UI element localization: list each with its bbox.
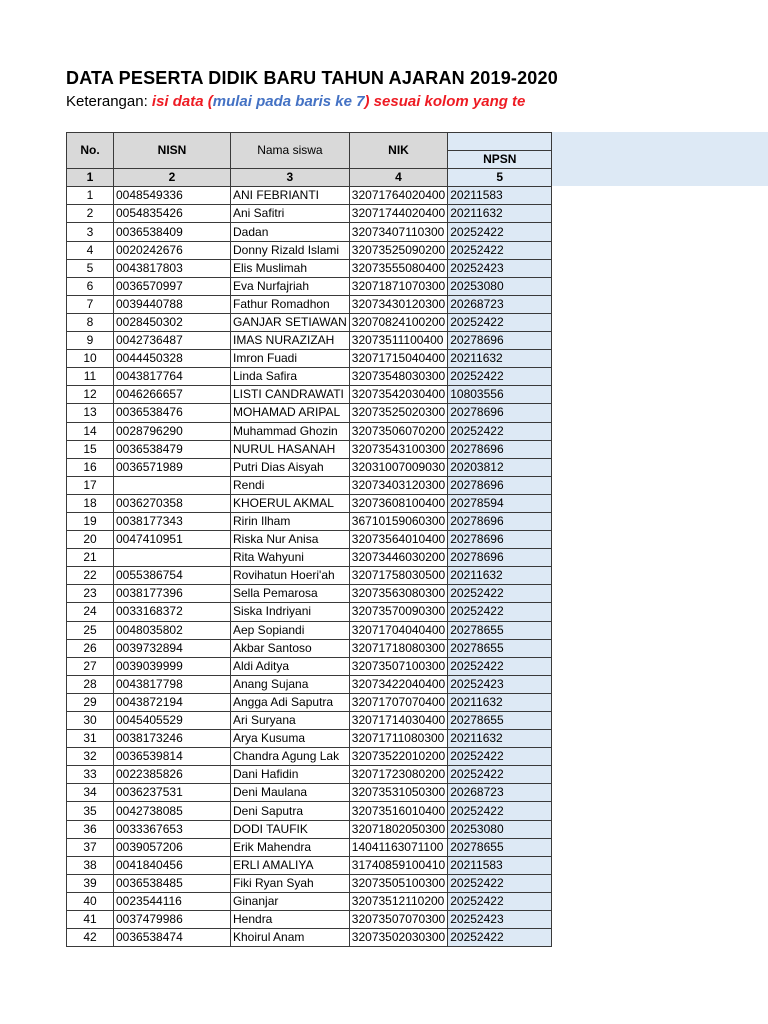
cell-nama[interactable]: Aep Sopiandi xyxy=(231,621,350,639)
column-number-5: 5 xyxy=(448,169,552,187)
table-row xyxy=(67,693,552,711)
cell-nisn[interactable]: 0020242676 xyxy=(114,241,231,259)
cell-nisn[interactable]: 0033168372 xyxy=(114,603,231,621)
cell-no[interactable]: 17 xyxy=(67,476,114,494)
cell-nik[interactable]: 32073512110200 xyxy=(349,892,447,910)
note-part-1: isi data ( xyxy=(151,93,213,110)
cell-no[interactable]: 31 xyxy=(67,730,114,748)
cell-npsn[interactable]: 20211632 xyxy=(448,730,552,748)
cell-nama[interactable]: Aldi Aditya xyxy=(231,657,350,675)
cell-nisn[interactable]: 0036539814 xyxy=(114,748,231,766)
table-row xyxy=(67,603,552,621)
cell-nisn[interactable]: 0036237531 xyxy=(114,784,231,802)
cell-nama[interactable]: Anang Sujana xyxy=(231,675,350,693)
cell-nama[interactable]: Fiki Ryan Syah xyxy=(231,874,350,892)
cell-no[interactable]: 6 xyxy=(67,277,114,295)
cell-nik[interactable]: 32073563080300 xyxy=(349,585,447,603)
cell-nama[interactable]: Angga Adi Saputra xyxy=(231,693,350,711)
table-row xyxy=(67,874,552,892)
cell-npsn[interactable]: 20278655 xyxy=(448,838,552,856)
cell-npsn[interactable]: 20252422 xyxy=(448,657,552,675)
cell-npsn[interactable]: 20252422 xyxy=(448,802,552,820)
cell-npsn[interactable]: 20252422 xyxy=(448,368,552,386)
cell-nik[interactable]: 32071707070400 xyxy=(349,693,447,711)
cell-nama[interactable]: ANI FEBRIANTI xyxy=(231,187,350,205)
cell-nisn[interactable]: 0037479986 xyxy=(114,911,231,929)
cell-no[interactable]: 7 xyxy=(67,295,114,313)
column-number-1: 1 xyxy=(67,169,114,187)
cell-nisn[interactable]: 0046266657 xyxy=(114,386,231,404)
cell-no[interactable]: 11 xyxy=(67,368,114,386)
cell-nik[interactable]: 32073525090200 xyxy=(349,241,447,259)
cell-npsn[interactable]: 20252422 xyxy=(448,422,552,440)
cell-nama[interactable]: Linda Safira xyxy=(231,368,350,386)
column-number-4: 4 xyxy=(349,169,447,187)
column-number-2: 2 xyxy=(114,169,231,187)
cell-nama[interactable]: Muhammad Ghozin xyxy=(231,422,350,440)
cell-nama[interactable]: Rovihatun Hoeri'ah xyxy=(231,567,350,585)
cell-nik[interactable]: 14041163071100 xyxy=(349,838,447,856)
header-npsn-top[interactable] xyxy=(448,133,552,151)
cell-npsn[interactable]: 20252422 xyxy=(448,766,552,784)
cell-no[interactable]: 19 xyxy=(67,512,114,530)
cell-nama[interactable]: Ani Safitri xyxy=(231,205,350,223)
table-row xyxy=(67,657,552,675)
cell-no[interactable]: 42 xyxy=(67,929,114,947)
cell-nama[interactable]: GANJAR SETIAWAN xyxy=(231,313,350,331)
cell-nik[interactable]: 32073507070300 xyxy=(349,911,447,929)
cell-no[interactable]: 27 xyxy=(67,657,114,675)
cell-no[interactable]: 28 xyxy=(67,675,114,693)
cell-nisn[interactable]: 0039732894 xyxy=(114,639,231,657)
cell-no[interactable]: 26 xyxy=(67,639,114,657)
cell-nik[interactable]: 32071758030500 xyxy=(349,567,447,585)
cell-no[interactable]: 21 xyxy=(67,549,114,567)
cell-npsn[interactable]: 20211583 xyxy=(448,187,552,205)
cell-nik[interactable]: 32073446030200 xyxy=(349,549,447,567)
cell-nama[interactable]: Dadan xyxy=(231,223,350,241)
cell-nik[interactable]: 32073407110300 xyxy=(349,223,447,241)
cell-npsn[interactable]: 20268723 xyxy=(448,784,552,802)
header-nama[interactable]: Nama siswa xyxy=(231,133,350,169)
cell-no[interactable]: 5 xyxy=(67,259,114,277)
cell-no[interactable]: 3 xyxy=(67,223,114,241)
cell-npsn[interactable]: 20252422 xyxy=(448,313,552,331)
cell-nisn[interactable]: 0054835426 xyxy=(114,205,231,223)
table-row xyxy=(67,241,552,259)
cell-no[interactable]: 36 xyxy=(67,820,114,838)
table-row xyxy=(67,259,552,277)
cell-nisn[interactable]: 0022385826 xyxy=(114,766,231,784)
cell-nisn[interactable]: 0023544116 xyxy=(114,892,231,910)
cell-nik[interactable]: 32073555080400 xyxy=(349,259,447,277)
cell-nik[interactable]: 32070824100200 xyxy=(349,313,447,331)
cell-nama[interactable]: Deni Maulana xyxy=(231,784,350,802)
cell-nik[interactable]: 31740859100410 xyxy=(349,856,447,874)
cell-no[interactable]: 37 xyxy=(67,838,114,856)
cell-no[interactable]: 16 xyxy=(67,458,114,476)
cell-nama[interactable]: DODI TAUFIK xyxy=(231,820,350,838)
cell-npsn[interactable]: 20203812 xyxy=(448,458,552,476)
cell-nama[interactable]: NURUL HASANAH xyxy=(231,440,350,458)
column-number-3: 3 xyxy=(231,169,350,187)
cell-nisn[interactable] xyxy=(114,476,231,494)
cell-nama[interactable]: Deni Saputra xyxy=(231,802,350,820)
cell-npsn[interactable]: 20211632 xyxy=(448,567,552,585)
cell-nik[interactable]: 32071711080300 xyxy=(349,730,447,748)
cell-nisn[interactable]: 0036538479 xyxy=(114,440,231,458)
cell-nama[interactable]: Siska Indriyani xyxy=(231,603,350,621)
cell-nisn[interactable]: 0038177396 xyxy=(114,585,231,603)
table-row xyxy=(67,838,552,856)
cell-npsn[interactable]: 20252422 xyxy=(448,585,552,603)
cell-nama[interactable]: MOHAMAD ARIPAL xyxy=(231,404,350,422)
cell-nik[interactable]: 32073608100400 xyxy=(349,494,447,512)
header-nik[interactable]: NIK xyxy=(349,133,447,169)
cell-nik[interactable]: 32073564010400 xyxy=(349,531,447,549)
cell-nisn[interactable]: 0036538485 xyxy=(114,874,231,892)
cell-no[interactable]: 22 xyxy=(67,567,114,585)
cell-npsn[interactable]: 20252422 xyxy=(448,748,552,766)
cell-npsn[interactable]: 20252423 xyxy=(448,911,552,929)
cell-nama[interactable]: Akbar Santoso xyxy=(231,639,350,657)
cell-nama[interactable]: Ririn Ilham xyxy=(231,512,350,530)
table-row xyxy=(67,567,552,585)
cell-nama[interactable]: Eva Nurfajriah xyxy=(231,277,350,295)
cell-nik[interactable]: 32071764020400 xyxy=(349,187,447,205)
table-row xyxy=(67,639,552,657)
cell-no[interactable]: 38 xyxy=(67,856,114,874)
table-row xyxy=(67,675,552,693)
table-row xyxy=(67,368,552,386)
cell-nik[interactable]: 32071723080200 xyxy=(349,766,447,784)
cell-nik[interactable]: 32073570090300 xyxy=(349,603,447,621)
cell-nik[interactable]: 32073543100300 xyxy=(349,440,447,458)
cell-nik[interactable]: 32073502030300 xyxy=(349,929,447,947)
table-row xyxy=(67,223,552,241)
cell-nik[interactable]: 32073506070200 xyxy=(349,422,447,440)
table-row xyxy=(67,512,552,530)
note-line xyxy=(66,93,548,110)
cell-npsn[interactable]: 20278696 xyxy=(448,476,552,494)
cell-npsn[interactable]: 20278594 xyxy=(448,494,552,512)
cell-nik[interactable]: 32073422040400 xyxy=(349,675,447,693)
cell-nik[interactable]: 32071744020400 xyxy=(349,205,447,223)
cell-npsn[interactable]: 20211632 xyxy=(448,693,552,711)
cell-no[interactable]: 33 xyxy=(67,766,114,784)
cell-nik[interactable]: 32071871070300 xyxy=(349,277,447,295)
cell-nik[interactable]: 32073531050300 xyxy=(349,784,447,802)
cell-npsn[interactable]: 20211632 xyxy=(448,350,552,368)
cell-nisn[interactable]: 0036538474 xyxy=(114,929,231,947)
table-row xyxy=(67,205,552,223)
cell-no[interactable]: 24 xyxy=(67,603,114,621)
table-row xyxy=(67,802,552,820)
cell-nik[interactable]: 32073505100300 xyxy=(349,874,447,892)
cell-npsn[interactable]: 20278696 xyxy=(448,531,552,549)
cell-nisn[interactable]: 0039057206 xyxy=(114,838,231,856)
cell-no[interactable]: 20 xyxy=(67,531,114,549)
cell-no[interactable]: 2 xyxy=(67,205,114,223)
cell-nama[interactable]: IMAS NURAZIZAH xyxy=(231,332,350,350)
student-table xyxy=(66,132,552,947)
cell-nisn[interactable]: 0043817798 xyxy=(114,675,231,693)
cell-npsn[interactable]: 20278696 xyxy=(448,440,552,458)
cell-nik[interactable]: 32073430120300 xyxy=(349,295,447,313)
cell-npsn[interactable]: 20278696 xyxy=(448,332,552,350)
table-row xyxy=(67,784,552,802)
cell-nisn[interactable]: 0036571989 xyxy=(114,458,231,476)
cell-nik[interactable]: 32073525020300 xyxy=(349,404,447,422)
cell-nisn[interactable]: 0048035802 xyxy=(114,621,231,639)
cell-npsn[interactable]: 20252422 xyxy=(448,929,552,947)
cell-nik[interactable]: 32071714030400 xyxy=(349,712,447,730)
cell-nama[interactable]: Hendra xyxy=(231,911,350,929)
table-row xyxy=(67,820,552,838)
header-no[interactable]: No. xyxy=(67,133,114,169)
table-row xyxy=(67,929,552,947)
cell-no[interactable]: 12 xyxy=(67,386,114,404)
table-row xyxy=(67,730,552,748)
cell-nama[interactable]: Erik Mahendra xyxy=(231,838,350,856)
cell-nik[interactable]: 32073403120300 xyxy=(349,476,447,494)
cell-no[interactable]: 1 xyxy=(67,187,114,205)
cell-no[interactable]: 18 xyxy=(67,494,114,512)
cell-nisn[interactable]: 0045405529 xyxy=(114,712,231,730)
cell-nisn[interactable]: 0036570997 xyxy=(114,277,231,295)
cell-nama[interactable]: LISTI CANDRAWATI xyxy=(231,386,350,404)
cell-nik[interactable]: 36710159060300 xyxy=(349,512,447,530)
header-nisn[interactable]: NISN xyxy=(114,133,231,169)
cell-npsn[interactable]: 20252423 xyxy=(448,259,552,277)
cell-no[interactable]: 10 xyxy=(67,350,114,368)
table-row xyxy=(67,531,552,549)
cell-no[interactable]: 40 xyxy=(67,892,114,910)
cell-no[interactable]: 25 xyxy=(67,621,114,639)
cell-npsn[interactable]: 20252422 xyxy=(448,241,552,259)
table-row xyxy=(67,187,552,205)
cell-no[interactable]: 9 xyxy=(67,332,114,350)
cell-nisn[interactable]: 0042738085 xyxy=(114,802,231,820)
cell-npsn[interactable]: 20252422 xyxy=(448,874,552,892)
cell-nama[interactable]: Donny Rizald Islami xyxy=(231,241,350,259)
table-row xyxy=(67,277,552,295)
cell-no[interactable]: 13 xyxy=(67,404,114,422)
table-row xyxy=(67,440,552,458)
header-npsn[interactable]: NPSN xyxy=(448,151,552,169)
cell-nik[interactable]: 32071718080300 xyxy=(349,639,447,657)
cell-nama[interactable]: ERLI AMALIYA xyxy=(231,856,350,874)
cell-no[interactable]: 30 xyxy=(67,712,114,730)
cell-no[interactable]: 4 xyxy=(67,241,114,259)
cell-no[interactable]: 29 xyxy=(67,693,114,711)
cell-no[interactable]: 32 xyxy=(67,748,114,766)
cell-npsn[interactable]: 20278696 xyxy=(448,549,552,567)
cell-npsn[interactable]: 20278655 xyxy=(448,621,552,639)
cell-nama[interactable]: Khoirul Anam xyxy=(231,929,350,947)
table-row xyxy=(67,386,552,404)
cell-nisn[interactable]: 0028796290 xyxy=(114,422,231,440)
table-row xyxy=(67,494,552,512)
cell-nisn[interactable]: 0043872194 xyxy=(114,693,231,711)
cell-no[interactable]: 23 xyxy=(67,585,114,603)
cell-nisn[interactable]: 0038177343 xyxy=(114,512,231,530)
cell-nisn[interactable]: 0041840456 xyxy=(114,856,231,874)
cell-npsn[interactable]: 20268723 xyxy=(448,295,552,313)
cell-nama[interactable]: Ari Suryana xyxy=(231,712,350,730)
table-row xyxy=(67,332,552,350)
table-row xyxy=(67,295,552,313)
table-row xyxy=(67,404,552,422)
table-row xyxy=(67,458,552,476)
cell-nisn[interactable]: 0039039999 xyxy=(114,657,231,675)
cell-npsn[interactable]: 20252422 xyxy=(448,223,552,241)
cell-nik[interactable]: 32031007009030 xyxy=(349,458,447,476)
note-part-2: mulai pada baris ke 7 xyxy=(212,93,365,110)
cell-npsn[interactable]: 20253080 xyxy=(448,277,552,295)
cell-nik[interactable]: 32071802050300 xyxy=(349,820,447,838)
cell-nik[interactable]: 32073507100300 xyxy=(349,657,447,675)
cell-nisn[interactable]: 0043817803 xyxy=(114,259,231,277)
cell-no[interactable]: 34 xyxy=(67,784,114,802)
cell-no[interactable]: 8 xyxy=(67,313,114,331)
cell-nisn[interactable]: 0048549336 xyxy=(114,187,231,205)
cell-npsn[interactable]: 20278696 xyxy=(448,404,552,422)
cell-nama[interactable]: Arya Kusuma xyxy=(231,730,350,748)
cell-nisn[interactable]: 0028450302 xyxy=(114,313,231,331)
note-label: Keterangan: xyxy=(66,93,148,110)
table-row xyxy=(67,585,552,603)
cell-nama[interactable]: Rita Wahyuni xyxy=(231,549,350,567)
table-row xyxy=(67,313,552,331)
cell-nama[interactable]: Sella Pemarosa xyxy=(231,585,350,603)
cell-nama[interactable]: KHOERUL AKMAL xyxy=(231,494,350,512)
table-row xyxy=(67,911,552,929)
cell-nik[interactable]: 32071715040400 xyxy=(349,350,447,368)
cell-nik[interactable]: 32073516010400 xyxy=(349,802,447,820)
cell-npsn[interactable]: 10803556 xyxy=(448,386,552,404)
cell-nisn[interactable]: 0055386754 xyxy=(114,567,231,585)
cell-nisn[interactable]: 0044450328 xyxy=(114,350,231,368)
cell-nisn[interactable] xyxy=(114,549,231,567)
table-row xyxy=(67,892,552,910)
cell-nisn[interactable]: 0042736487 xyxy=(114,332,231,350)
cell-nik[interactable]: 32073542030400 xyxy=(349,386,447,404)
cell-nama[interactable]: Dani Hafidin xyxy=(231,766,350,784)
cell-npsn[interactable]: 20252422 xyxy=(448,892,552,910)
sheet-title: DATA PESERTA DIDIK BARU TAHUN AJARAN 2019-2020 xyxy=(66,68,558,88)
cell-nisn[interactable]: 0039440788 xyxy=(114,295,231,313)
cell-nisn[interactable]: 0047410951 xyxy=(114,531,231,549)
cell-nik[interactable]: 32073511100400 xyxy=(349,332,447,350)
cell-nik[interactable]: 32073522010200 xyxy=(349,748,447,766)
cell-npsn[interactable]: 20278655 xyxy=(448,712,552,730)
table-row xyxy=(67,549,552,567)
cell-nik[interactable]: 32071704040400 xyxy=(349,621,447,639)
table-row xyxy=(67,748,552,766)
cell-nama[interactable]: Ginanjar xyxy=(231,892,350,910)
note-part-3: ) sesuai kolom yang te xyxy=(364,93,526,110)
cell-nama[interactable]: Riska Nur Anisa xyxy=(231,531,350,549)
cell-npsn[interactable]: 20253080 xyxy=(448,820,552,838)
cell-no[interactable]: 35 xyxy=(67,802,114,820)
table-row xyxy=(67,856,552,874)
cell-nisn[interactable]: 0043817764 xyxy=(114,368,231,386)
cell-no[interactable]: 39 xyxy=(67,874,114,892)
cell-npsn[interactable]: 20211583 xyxy=(448,856,552,874)
cell-nisn[interactable]: 0033367653 xyxy=(114,820,231,838)
table-row xyxy=(67,422,552,440)
cell-nisn[interactable]: 0038173246 xyxy=(114,730,231,748)
cell-nama[interactable]: Fathur Romadhon xyxy=(231,295,350,313)
cell-npsn[interactable]: 20252422 xyxy=(448,603,552,621)
table-row xyxy=(67,766,552,784)
cell-npsn[interactable]: 20278655 xyxy=(448,639,552,657)
cell-nama[interactable]: Rendi xyxy=(231,476,350,494)
table-row xyxy=(67,476,552,494)
cell-nama[interactable]: Chandra Agung Lak xyxy=(231,748,350,766)
table-row xyxy=(67,621,552,639)
cell-nisn[interactable]: 0036538409 xyxy=(114,223,231,241)
cell-nisn[interactable]: 0036270358 xyxy=(114,494,231,512)
cell-no[interactable]: 41 xyxy=(67,911,114,929)
table-row xyxy=(67,712,552,730)
table-row xyxy=(67,350,552,368)
cell-nisn[interactable]: 0036538476 xyxy=(114,404,231,422)
cell-npsn[interactable]: 20278696 xyxy=(448,512,552,530)
cell-nama[interactable]: Putri Dias Aisyah xyxy=(231,458,350,476)
cell-nik[interactable]: 32073548030300 xyxy=(349,368,447,386)
cell-no[interactable]: 14 xyxy=(67,422,114,440)
cell-no[interactable]: 15 xyxy=(67,440,114,458)
cell-npsn[interactable]: 20211632 xyxy=(448,205,552,223)
cell-npsn[interactable]: 20252423 xyxy=(448,675,552,693)
cell-nama[interactable]: Elis Muslimah xyxy=(231,259,350,277)
cell-nama[interactable]: Imron Fuadi xyxy=(231,350,350,368)
